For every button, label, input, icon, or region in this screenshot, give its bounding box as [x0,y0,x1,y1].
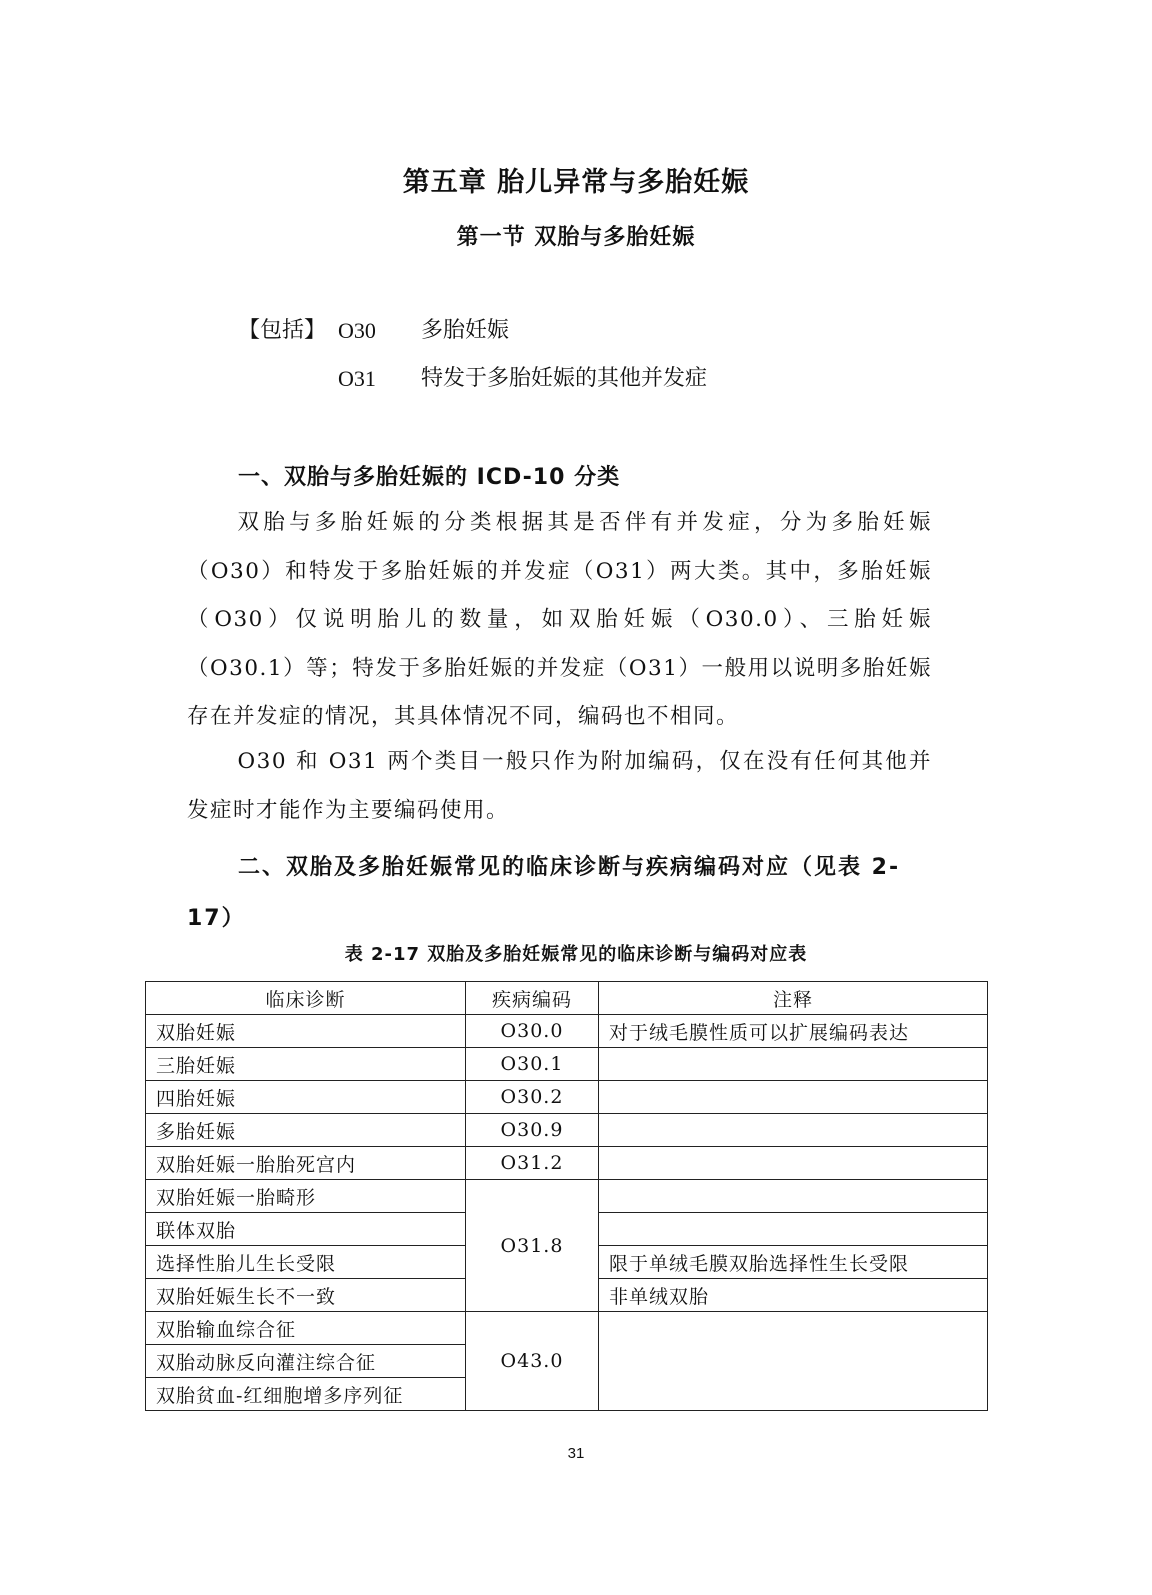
note-cell [599,1114,988,1147]
include-code: O30 [338,318,376,343]
include-desc: 多胎妊娠 [421,318,510,343]
table-row [146,1048,988,1081]
table-row [146,1180,988,1213]
diagnosis-cell: 双胎妊娠 [146,1015,466,1048]
table-row [146,1081,988,1114]
note-cell [599,1312,988,1411]
note-cell [599,1213,988,1246]
diagnosis-cell: 双胎动脉反向灌注综合征 [146,1345,466,1378]
code-cell: O30.2 [466,1081,599,1114]
column-header-diagnosis: 临床诊断 [146,982,466,1015]
column-header-note: 注释 [599,982,988,1015]
heading-clinical-diagnosis: 二、双胎及多胎妊娠常见的临床诊断与疾病编码对应（见表 2-17） [187,855,901,931]
diagnosis-cell: 双胎输血综合征 [146,1312,466,1345]
note-cell: 对于绒毛膜性质可以扩展编码表达 [599,1015,988,1048]
note-cell [599,1048,988,1081]
table-row [146,1015,988,1048]
table-row [146,1312,988,1345]
code-cell: O31.8 [466,1180,599,1312]
note-cell: 限于单绒毛膜双胎选择性生长受限 [599,1246,988,1279]
column-header-code: 疾病编码 [466,982,599,1015]
diagnosis-cell: 双胎妊娠一胎胎死宫内 [146,1147,466,1180]
diagnosis-cell: 双胎妊娠生长不一致 [146,1279,466,1312]
heading-icd-classification: 一、双胎与多胎妊娠的 ICD-10 分类 [238,465,621,490]
diagnosis-cell: 双胎贫血-红细胞增多序列征 [146,1378,466,1411]
table-caption: 表 2-17 双胎及多胎妊娠常见的临床诊断与编码对应表 [344,944,808,965]
note-cell [599,1180,988,1213]
code-cell: O31.2 [466,1147,599,1180]
table-row [146,1147,988,1180]
page-number: 31 [567,1445,585,1462]
include-desc: 特发于多胎妊娠的其他并发症 [421,366,708,391]
diagnosis-cell: 双胎妊娠一胎畸形 [146,1180,466,1213]
code-cell: O30.9 [466,1114,599,1147]
table-row [146,1114,988,1147]
note-cell [599,1081,988,1114]
diagnosis-code-table [145,981,988,1411]
diagnosis-cell: 选择性胎儿生长受限 [146,1246,466,1279]
diagnosis-cell: 多胎妊娠 [146,1114,466,1147]
diagnosis-cell: 四胎妊娠 [146,1081,466,1114]
diagnosis-cell: 三胎妊娠 [146,1048,466,1081]
include-code: O31 [338,366,376,391]
paragraph-classification: 双胎与多胎妊娠的分类根据其是否伴有并发症，分为多胎妊娠（O30）和特发于多胎妊娠的并发症（O31）两大类。其中，多胎妊娠（O30）仅说明胎儿的数量，如双胎妊娠（O30.0）、三胎妊娠（O30.1）等；特发于多胎妊娠的并发症（O31）一般用以说明多胎妊娠存在并发症的情况，其具体情况不同，编码也不相同。 [187,510,932,729]
code-cell: O30.0 [466,1015,599,1048]
diagnosis-cell: 联体双胎 [146,1213,466,1246]
code-cell: O43.0 [466,1312,599,1411]
table-header-row [146,982,988,1015]
include-label: 【包括】 [238,318,327,343]
chapter-title: 第五章 胎儿异常与多胎妊娠 [402,167,750,198]
note-cell [599,1147,988,1180]
section-title: 第一节 双胎与多胎妊娠 [456,225,696,250]
paragraph-additional-code: O30 和 O31 两个类目一般只作为附加编码，仅在没有任何其他并发症时才能作为主要编码使用。 [187,749,932,823]
note-cell: 非单绒双胎 [599,1279,988,1312]
code-cell: O30.1 [466,1048,599,1081]
